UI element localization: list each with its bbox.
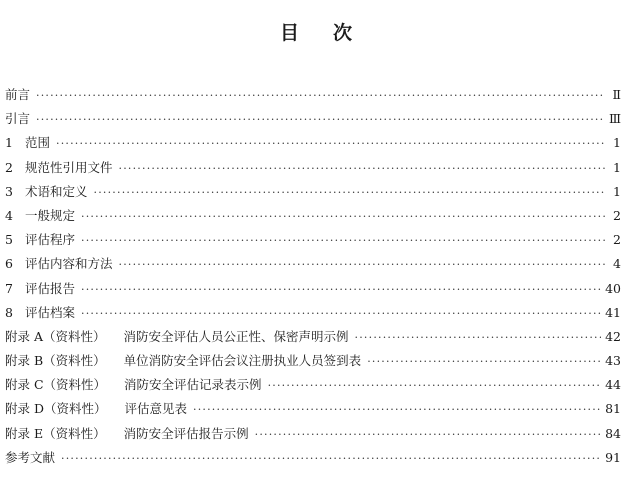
toc-entry[interactable] xyxy=(5,133,621,157)
toc-entry-sublabel: 评估意见表 xyxy=(124,401,188,417)
toc-entry-label: 评估程序 xyxy=(25,232,76,248)
page-title-char-2: 次 xyxy=(333,22,353,44)
toc-entry-label: 附录 D（资料性） xyxy=(5,401,107,417)
toc-entry-label: 评估报告 xyxy=(25,280,76,296)
toc-entry-label: 附录 C（资料性） xyxy=(5,377,107,393)
toc-entry-label: 规范性引用文件 xyxy=(25,159,113,175)
toc-leader-dots xyxy=(61,449,601,469)
toc-leader-dots xyxy=(355,328,602,348)
toc-entry-page-number: 4 xyxy=(613,256,621,272)
toc-list xyxy=(5,85,621,472)
toc-entry-sublabel: 消防安全评估记录表示例 xyxy=(124,377,262,393)
toc-entry[interactable] xyxy=(5,85,621,109)
toc-entry-number: 5 xyxy=(5,232,13,248)
toc-entry[interactable] xyxy=(5,182,621,206)
toc-entry[interactable] xyxy=(5,109,621,133)
page-title xyxy=(0,18,632,48)
toc-entry-page-number: 91 xyxy=(605,449,621,465)
toc-entry-label: 评估档案 xyxy=(25,304,76,320)
page-title-char-1: 目 xyxy=(279,22,299,44)
toc-leader-dots xyxy=(119,255,605,275)
toc-entry-number: 2 xyxy=(5,159,13,175)
toc-entry-page-number: 1 xyxy=(613,135,621,151)
toc-entry-number: 4 xyxy=(5,207,13,223)
toc-entry-label: 一般规定 xyxy=(25,207,76,223)
toc-entry[interactable] xyxy=(5,351,621,375)
toc-entry-label: 前言 xyxy=(5,87,31,102)
toc-entry-sublabel: 消防安全评估人员公正性、保密声明示例 xyxy=(123,328,349,344)
toc-entry-label: 术语和定义 xyxy=(25,183,88,199)
toc-leader-dots xyxy=(268,376,602,396)
toc-entry-number: 3 xyxy=(5,183,13,199)
toc-entry[interactable] xyxy=(5,230,621,254)
toc-entry-number: 8 xyxy=(5,304,13,320)
toc-entry[interactable] xyxy=(5,424,621,448)
toc-entry-page-number: 2 xyxy=(613,232,621,248)
toc-leader-dots xyxy=(56,134,605,154)
toc-entry-number: 6 xyxy=(5,256,13,272)
toc-entry-page-number: 81 xyxy=(605,401,621,417)
toc-entry-page-number: 40 xyxy=(605,280,621,296)
toc-entry[interactable] xyxy=(5,375,621,399)
toc-entry-page-number: 41 xyxy=(605,304,621,320)
toc-leader-dots xyxy=(367,352,601,372)
toc-entry-label: 附录 A（资料性） xyxy=(5,328,106,344)
toc-leader-dots xyxy=(81,207,605,227)
toc-entry-label: 附录 B（资料性） xyxy=(5,353,106,369)
toc-entry-label: 附录 E（资料性） xyxy=(5,425,106,441)
toc-entry-page-number: 84 xyxy=(605,425,621,441)
toc-entry[interactable] xyxy=(5,399,621,423)
toc-entry-page-number: 1 xyxy=(613,159,621,175)
toc-entry-label: 参考文献 xyxy=(5,449,56,465)
toc-entry-label: 评估内容和方法 xyxy=(25,256,113,272)
toc-entry-sublabel: 消防安全评估报告示例 xyxy=(123,425,249,441)
toc-leader-dots xyxy=(81,231,605,251)
toc-entry[interactable] xyxy=(5,206,621,230)
toc-leader-dots xyxy=(36,110,605,130)
toc-entry-number: 1 xyxy=(5,135,13,151)
toc-entry[interactable] xyxy=(5,327,621,351)
toc-leader-dots xyxy=(255,425,601,445)
toc-entry-page-number: 2 xyxy=(613,207,621,223)
toc-leader-dots xyxy=(36,86,605,106)
toc-leader-dots xyxy=(81,304,601,324)
toc-entry[interactable] xyxy=(5,158,621,182)
toc-entry-label: 引言 xyxy=(5,111,31,127)
toc-entry[interactable] xyxy=(5,254,621,278)
toc-leader-dots xyxy=(81,280,601,300)
toc-entry-page-number: 43 xyxy=(605,353,621,369)
toc-leader-dots xyxy=(94,183,605,203)
toc-leader-dots xyxy=(119,159,605,179)
toc-entry-page-number: Ⅲ xyxy=(608,111,621,127)
toc-leader-dots xyxy=(193,400,601,420)
toc-entry-page-number: Ⅱ xyxy=(612,87,621,102)
toc-entry-page-number: 42 xyxy=(605,328,621,344)
toc-entry[interactable] xyxy=(5,303,621,327)
toc-entry[interactable] xyxy=(5,448,621,472)
toc-entry-number: 7 xyxy=(5,280,13,296)
toc-entry-page-number: 44 xyxy=(605,377,621,393)
toc-entry-page-number: 1 xyxy=(613,183,621,199)
toc-entry-sublabel: 单位消防安全评估会议注册执业人员签到表 xyxy=(123,353,362,369)
toc-entry[interactable] xyxy=(5,279,621,303)
toc-entry-label: 范围 xyxy=(25,135,51,151)
